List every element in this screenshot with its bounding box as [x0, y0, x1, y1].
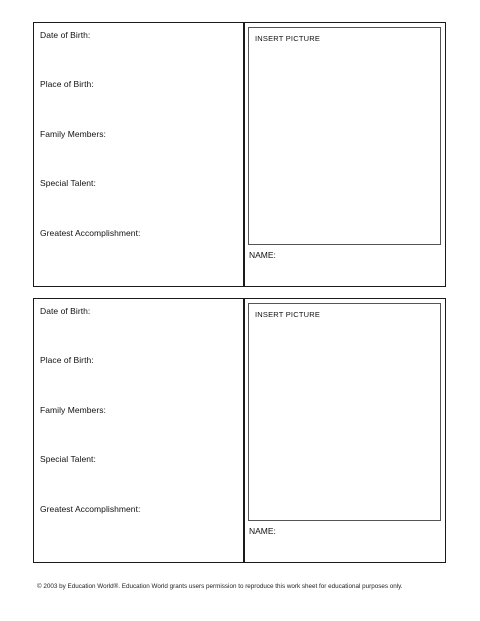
family-members-label: Family Members:	[40, 405, 106, 415]
insert-picture-label: INSERT PICTURE	[255, 34, 321, 43]
insert-picture-label: INSERT PICTURE	[255, 310, 321, 319]
name-label: NAME:	[249, 526, 276, 536]
name-label: NAME:	[249, 250, 276, 260]
card-divider	[243, 299, 245, 562]
place-of-birth-label: Place of Birth:	[40, 355, 94, 365]
date-of-birth-label: Date of Birth:	[40, 30, 91, 40]
picture-box	[248, 27, 441, 245]
greatest-accomplishment-label: Greatest Accomplishment:	[40, 228, 141, 238]
profile-card-2	[33, 298, 446, 563]
place-of-birth-label: Place of Birth:	[40, 79, 94, 89]
special-talent-label: Special Talent:	[40, 454, 96, 464]
greatest-accomplishment-label: Greatest Accomplishment:	[40, 504, 141, 514]
card-divider	[243, 23, 245, 286]
picture-box	[248, 303, 441, 521]
family-members-label: Family Members:	[40, 129, 106, 139]
date-of-birth-label: Date of Birth:	[40, 306, 91, 316]
special-talent-label: Special Talent:	[40, 178, 96, 188]
profile-card-1	[33, 22, 446, 287]
copyright-footer: © 2003 by Education World®. Education World grants users permission to reproduce this work sheet for educational purposes only.	[37, 583, 403, 590]
